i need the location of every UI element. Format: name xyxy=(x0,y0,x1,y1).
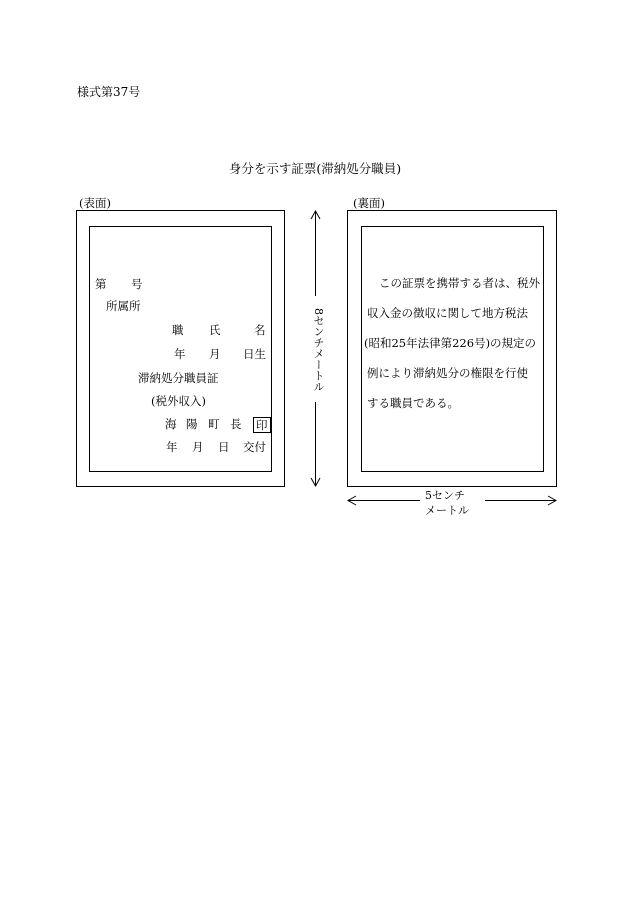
front-issue-day: 日 xyxy=(218,440,230,454)
front-issuer-3: 町 xyxy=(208,417,220,431)
front-issuer-2: 陽 xyxy=(186,417,198,431)
front-issuer-1: 海 xyxy=(165,417,177,431)
document-title: 身分を示す証票(滞納処分職員) xyxy=(228,161,402,176)
front-number-dai: 第 xyxy=(95,277,107,291)
front-dob-month: 月 xyxy=(209,347,221,361)
seal-mark: 印 xyxy=(253,417,271,433)
front-position: 職 xyxy=(172,323,184,337)
front-dob-year: 年 xyxy=(174,347,186,361)
width-dimension-label-2: メートル xyxy=(425,504,469,517)
back-line-2: 収入金の徴収に関して地方税法 xyxy=(367,306,528,320)
front-cert-sub: (税外収入) xyxy=(151,394,206,408)
front-issuer-4: 長 xyxy=(230,417,242,431)
front-issue-month: 月 xyxy=(192,440,204,454)
front-name-mei: 名 xyxy=(254,323,266,337)
front-dob-day: 日生 xyxy=(243,347,266,361)
height-dimension-label: 8センチメートル xyxy=(312,308,325,392)
back-line-1: この証票を携帯する者は、税外 xyxy=(379,276,540,290)
front-name-shi: 氏 xyxy=(209,323,221,337)
front-affiliation: 所属所 xyxy=(106,299,141,313)
back-line-4: 例により滞納処分の権限を行使 xyxy=(367,366,528,380)
front-issue-label: 交付 xyxy=(243,440,266,454)
back-line-3: (昭和25年法律第226号)の規定の xyxy=(364,336,537,350)
width-dimension-label-1: 5センチ xyxy=(425,489,465,502)
form-number: 様式第37号 xyxy=(77,85,141,99)
back-side-label: (裏面) xyxy=(353,196,385,210)
front-issue-year: 年 xyxy=(166,440,178,454)
back-line-5: する職員である。 xyxy=(367,396,459,410)
front-number-go: 号 xyxy=(131,277,143,291)
front-side-label: (表面) xyxy=(79,196,111,210)
front-cert-name: 滞納処分職員証 xyxy=(138,371,219,385)
